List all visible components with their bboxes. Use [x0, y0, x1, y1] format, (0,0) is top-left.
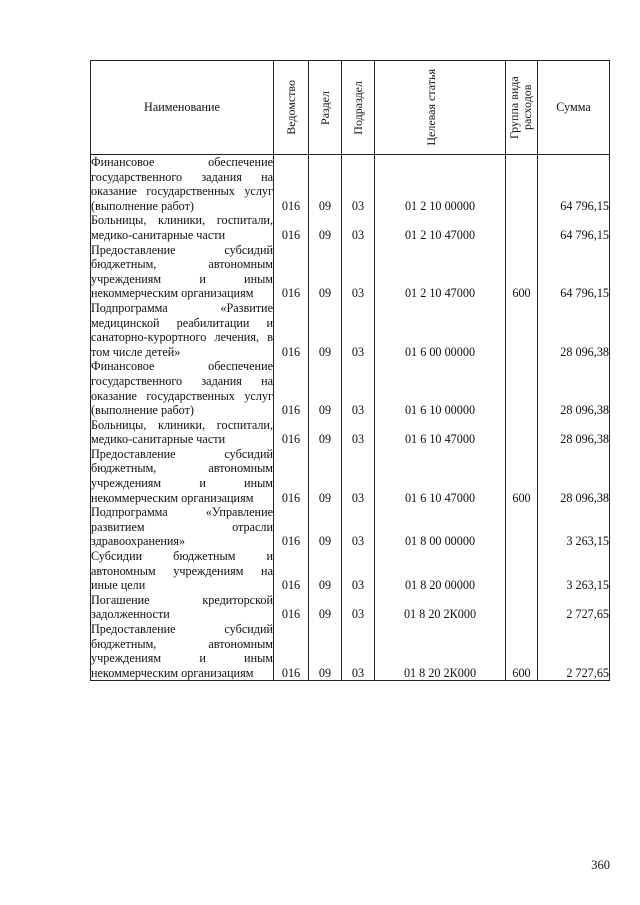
- row-sum: [538, 301, 610, 359]
- row-subsection-text: 03: [351, 227, 365, 242]
- row-name: [91, 359, 274, 417]
- row-expense-group: [506, 505, 538, 549]
- row-section: [309, 359, 342, 417]
- row-target-article-text: 01 2 10 00000: [404, 198, 476, 213]
- row-name-text: Финансовое обеспечение государственного задания на оказание государственных услуг (выполнение работ): [91, 359, 273, 418]
- row-subsection-text: 03: [351, 490, 365, 505]
- row-name-text: Подпрограмма «Развитие медицинской реабилитации и санаторно-курортного лечения, в том числе детей»: [91, 300, 273, 359]
- row-dept-text: 016: [281, 607, 301, 622]
- row-sum-text: 64 796,15: [560, 198, 609, 213]
- row-section: [309, 447, 342, 505]
- row-expense-group: [506, 622, 538, 681]
- row-dept-text: 016: [281, 227, 301, 242]
- row-target-article: [375, 243, 506, 301]
- row-subsection-text: 03: [351, 578, 365, 593]
- row-target-article-text: 01 6 10 47000: [404, 432, 476, 447]
- row-section-text: 09: [318, 534, 332, 549]
- row-expense-group-text: 600: [512, 665, 531, 680]
- row-name: [91, 301, 274, 359]
- row-section-text: 09: [318, 227, 332, 242]
- row-subsection-text: 03: [351, 432, 365, 447]
- row-name-text: Предоставление субсидий бюджетным, автономным учреждениям и иным некоммерческим организациям: [91, 446, 273, 505]
- row-sum-text: 2 727,65: [566, 665, 609, 680]
- row-sum: [538, 593, 610, 622]
- row-name: [91, 622, 274, 681]
- table-row: [91, 505, 610, 549]
- row-dept-text: 016: [281, 534, 301, 549]
- row-dept: [274, 155, 309, 214]
- row-subsection-text: 03: [351, 344, 365, 359]
- row-target-article-text: 01 8 20 00000: [404, 578, 476, 593]
- row-sum: [538, 155, 610, 214]
- row-target-article: [375, 155, 506, 214]
- row-expense-group: [506, 213, 538, 242]
- row-target-article: [375, 505, 506, 549]
- row-subsection-text: 03: [351, 286, 365, 301]
- row-target-article-text: 01 6 00 00000: [404, 344, 476, 359]
- row-subsection: [342, 418, 375, 447]
- row-sum: [538, 505, 610, 549]
- table-row: [91, 447, 610, 505]
- row-dept-text: 016: [281, 286, 301, 301]
- row-target-article-text: 01 6 10 47000: [404, 490, 476, 505]
- row-section-text: 09: [318, 607, 332, 622]
- table-row: [91, 301, 610, 359]
- row-subsection: [342, 593, 375, 622]
- row-expense-group-text: 600: [512, 286, 531, 301]
- row-subsection: [342, 447, 375, 505]
- row-sum: [538, 447, 610, 505]
- row-subsection-text: 03: [351, 198, 365, 213]
- row-target-article: [375, 593, 506, 622]
- row-expense-group: [506, 593, 538, 622]
- row-target-article-text: 01 8 00 00000: [404, 534, 476, 549]
- header-subsection: Подраздел: [350, 80, 365, 135]
- table-header-row: [91, 61, 610, 155]
- row-dept-text: 016: [281, 432, 301, 447]
- row-dept: [274, 622, 309, 681]
- row-section-text: 09: [318, 403, 332, 418]
- row-section: [309, 243, 342, 301]
- header-subsection-cell: [342, 61, 375, 155]
- row-sum-text: 64 796,15: [560, 227, 609, 242]
- row-sum: [538, 549, 610, 593]
- row-dept: [274, 243, 309, 301]
- row-sum-text: 2 727,65: [566, 607, 609, 622]
- row-subsection: [342, 243, 375, 301]
- row-dept-text: 016: [281, 403, 301, 418]
- row-subsection: [342, 213, 375, 242]
- row-section: [309, 505, 342, 549]
- row-subsection: [342, 549, 375, 593]
- row-sum-text: 64 796,15: [560, 286, 609, 301]
- row-section: [309, 418, 342, 447]
- header-target-article: Целевая статья: [424, 69, 438, 146]
- row-name-text: Субсидии бюджетным и автономным учреждениям на иные цели: [91, 549, 273, 593]
- row-section: [309, 213, 342, 242]
- row-dept: [274, 505, 309, 549]
- row-sum-text: 28 096,38: [560, 490, 609, 505]
- row-dept: [274, 593, 309, 622]
- row-dept-text: 016: [281, 198, 301, 213]
- row-subsection: [342, 301, 375, 359]
- row-expense-group: [506, 549, 538, 593]
- row-expense-group: [506, 359, 538, 417]
- row-target-article: [375, 213, 506, 242]
- row-subsection: [342, 155, 375, 214]
- row-target-article: [375, 549, 506, 593]
- row-name: [91, 505, 274, 549]
- table-row: [91, 359, 610, 417]
- row-expense-group: [506, 418, 538, 447]
- row-name: [91, 593, 274, 622]
- row-subsection-text: 03: [351, 665, 365, 680]
- row-expense-group: [506, 243, 538, 301]
- row-sum-text: 28 096,38: [560, 344, 609, 359]
- row-name: [91, 243, 274, 301]
- budget-table: [90, 60, 610, 681]
- row-dept: [274, 549, 309, 593]
- row-dept: [274, 418, 309, 447]
- row-subsection: [342, 505, 375, 549]
- row-name-text: Больницы, клиники, госпитали, медико-санитарные части: [91, 417, 273, 447]
- row-subsection-text: 03: [351, 534, 365, 549]
- row-name: [91, 155, 274, 214]
- row-sum: [538, 622, 610, 681]
- row-target-article-text: 01 6 10 00000: [404, 403, 476, 418]
- row-dept-text: 016: [281, 578, 301, 593]
- row-section-text: 09: [318, 432, 332, 447]
- row-dept: [274, 359, 309, 417]
- row-section-text: 09: [318, 286, 332, 301]
- row-section-text: 09: [318, 344, 332, 359]
- row-subsection: [342, 359, 375, 417]
- header-sum: Сумма: [538, 61, 610, 155]
- table-row: [91, 549, 610, 593]
- header-expense-group: Группа вида расходов: [506, 76, 534, 139]
- row-dept: [274, 301, 309, 359]
- header-name: Наименование: [91, 61, 274, 155]
- row-section: [309, 301, 342, 359]
- row-target-article-text: 01 2 10 47000: [404, 286, 476, 301]
- row-dept-text: 016: [281, 490, 301, 505]
- table-body: [91, 155, 610, 681]
- row-section: [309, 622, 342, 681]
- row-section: [309, 155, 342, 214]
- row-name-text: Финансовое обеспечение государственного задания на оказание государственных услуг (выполнение работ): [91, 155, 273, 213]
- row-dept: [274, 213, 309, 242]
- row-sum: [538, 418, 610, 447]
- header-section-cell: [309, 61, 342, 155]
- row-section: [309, 593, 342, 622]
- table-row: [91, 622, 610, 681]
- row-sum: [538, 359, 610, 417]
- row-target-article-text: 01 8 20 2К000: [403, 607, 477, 622]
- table-row: [91, 213, 610, 242]
- row-sum-text: 28 096,38: [560, 432, 609, 447]
- row-subsection-text: 03: [351, 607, 365, 622]
- row-subsection: [342, 622, 375, 681]
- row-name: [91, 447, 274, 505]
- row-target-article-text: 01 2 10 47000: [404, 227, 476, 242]
- row-name: [91, 213, 274, 242]
- header-dept-cell: [274, 61, 309, 155]
- row-name-text: Погашение кредиторской задолженности: [91, 592, 273, 622]
- row-subsection-text: 03: [351, 403, 365, 418]
- row-target-article: [375, 622, 506, 681]
- row-sum-text: 28 096,38: [560, 403, 609, 418]
- row-name-text: Подпрограмма «Управление развитием отрасли здравоохранения»: [91, 505, 273, 549]
- row-expense-group: [506, 155, 538, 214]
- row-target-article: [375, 301, 506, 359]
- row-name-text: Больницы, клиники, госпитали, медико-санитарные части: [91, 213, 273, 242]
- page-number: 360: [591, 858, 610, 872]
- row-sum: [538, 213, 610, 242]
- table-row: [91, 418, 610, 447]
- row-name-text: Предоставление субсидий бюджетным, автономным учреждениям и иным некоммерческим организациям: [91, 622, 273, 680]
- row-expense-group-text: 600: [512, 490, 531, 505]
- row-target-article: [375, 447, 506, 505]
- header-article-cell: [375, 61, 506, 155]
- header-section: Раздел: [317, 90, 332, 125]
- row-target-article-text: 01 8 20 2К000: [403, 665, 477, 680]
- table-row: [91, 593, 610, 622]
- row-target-article: [375, 359, 506, 417]
- row-dept: [274, 447, 309, 505]
- row-section: [309, 549, 342, 593]
- row-section-text: 09: [318, 490, 332, 505]
- row-target-article: [375, 418, 506, 447]
- row-dept-text: 016: [281, 344, 301, 359]
- row-expense-group: [506, 301, 538, 359]
- row-sum-text: 3 263,15: [566, 534, 609, 549]
- row-name-text: Предоставление субсидий бюджетным, автономным учреждениям и иным некоммерческим организациям: [91, 242, 273, 301]
- row-section-text: 09: [318, 665, 332, 680]
- table-row: [91, 155, 610, 214]
- row-expense-group: [506, 447, 538, 505]
- row-name: [91, 418, 274, 447]
- row-section-text: 09: [318, 578, 332, 593]
- row-name: [91, 549, 274, 593]
- row-dept-text: 016: [281, 665, 301, 680]
- header-group-cell: [506, 61, 538, 155]
- table-row: [91, 243, 610, 301]
- row-sum-text: 3 263,15: [566, 578, 609, 593]
- row-section-text: 09: [318, 198, 332, 213]
- row-sum: [538, 243, 610, 301]
- header-dept: Ведомство: [283, 80, 298, 135]
